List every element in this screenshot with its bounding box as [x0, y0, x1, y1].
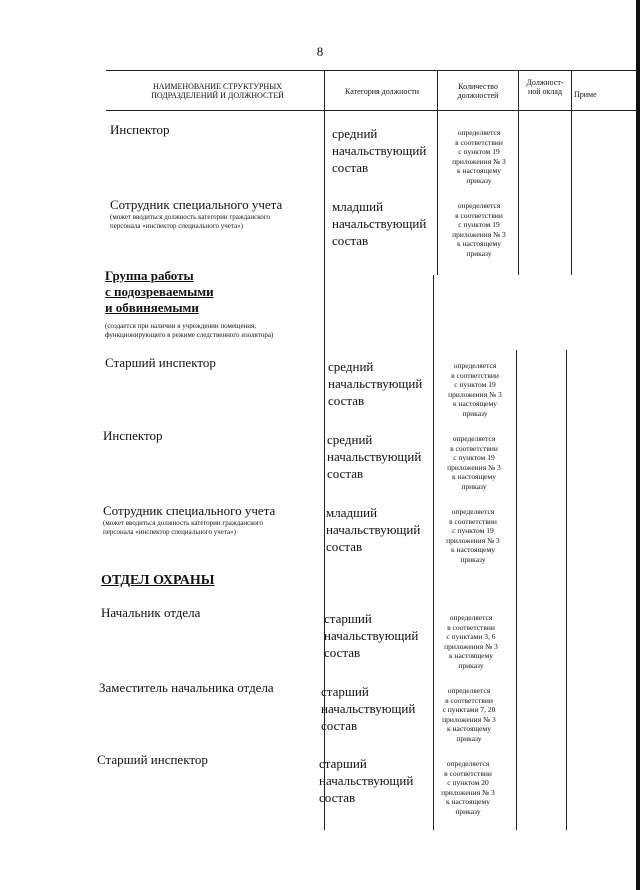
position-category: средний начальствующий состав: [332, 126, 427, 175]
table-top-border: [106, 70, 640, 71]
group-title: Группа работы с подозреваемыми и обвиняемыми: [105, 268, 214, 315]
column-divider-2: [437, 70, 438, 275]
position-name: Начальник отдела: [101, 605, 201, 620]
column-divider-4b: [566, 350, 567, 830]
group-note: (создается при наличии в учреждении помещения, функционирующего в режиме следственного изолятора): [105, 322, 274, 339]
column-divider-3b: [516, 350, 517, 830]
column-divider-3: [518, 70, 519, 275]
position-category: средний начальствующий состав: [327, 432, 422, 481]
position-name: Инспектор: [110, 122, 170, 137]
position-name: Старший инспектор: [105, 355, 216, 370]
header-category-column: Категория должности: [345, 87, 419, 96]
position-name: Заместитель начальника отдела: [99, 680, 274, 695]
position-quantity: определяется в соответствии с пунктами 7, 20 приложения № 3 к настоящему приказу: [442, 686, 496, 743]
header-bottom-border: [106, 110, 640, 111]
position-category: старший начальствующий состав: [321, 684, 416, 733]
position-category: младший начальствующий состав: [326, 505, 421, 554]
position-quantity: определяется в соответствии с пунктом 19 приложения № 3 к настоящему приказу: [452, 201, 506, 258]
page-number: 8: [316, 44, 324, 59]
position-name: Инспектор: [103, 428, 163, 443]
header-salary-column: Должност-ной оклад: [526, 78, 564, 96]
position-category: старший начальствующий состав: [324, 611, 419, 660]
position-quantity: определяется в соответствии с пунктом 19 приложения № 3 к настоящему приказу: [448, 361, 502, 418]
position-quantity: определяется в соответствии с пунктом 19 приложения № 3 к настоящему приказу: [447, 434, 501, 491]
column-divider-4: [571, 70, 572, 275]
position-name: Сотрудник специального учета: [103, 503, 276, 518]
position-category: младший начальствующий состав: [332, 199, 427, 248]
position-category: средний начальствующий состав: [328, 359, 423, 408]
header-notes-column: Приме: [574, 90, 597, 99]
position-quantity: определяется в соответствии с пунктами 3, 6 приложения № 3 к настоящему приказу: [444, 613, 498, 670]
department-title: ОТДЕЛ ОХРАНЫ: [101, 573, 215, 588]
position-name: Старший инспектор: [97, 752, 208, 767]
header-quantity-column: Количество должностей: [457, 82, 499, 100]
position-category: старший начальствующий состав: [319, 756, 414, 805]
position-quantity: определяется в соответствии с пунктом 20 приложения № 3 к настоящему приказу: [441, 759, 495, 816]
scan-edge: [636, 0, 640, 890]
position-note: (может вводиться должность категории гражданского персонала «инспектор специального учета»): [110, 213, 270, 230]
position-note: (может вводиться должность категории гражданского персонала «инспектор специального учета»): [103, 519, 263, 536]
position-quantity: определяется в соответствии с пунктом 19 приложения № 3 к настоящему приказу: [452, 128, 506, 185]
position-quantity: определяется в соответствии с пунктом 19 приложения № 3 к настоящему приказу: [446, 507, 500, 564]
position-name: Сотрудник специального учета: [110, 197, 283, 212]
header-name-column: НАИМЕНОВАНИЕ СТРУКТУРНЫХ ПОДРАЗДЕЛЕНИЙ И ДОЛЖНОСТЕЙ: [151, 82, 284, 100]
